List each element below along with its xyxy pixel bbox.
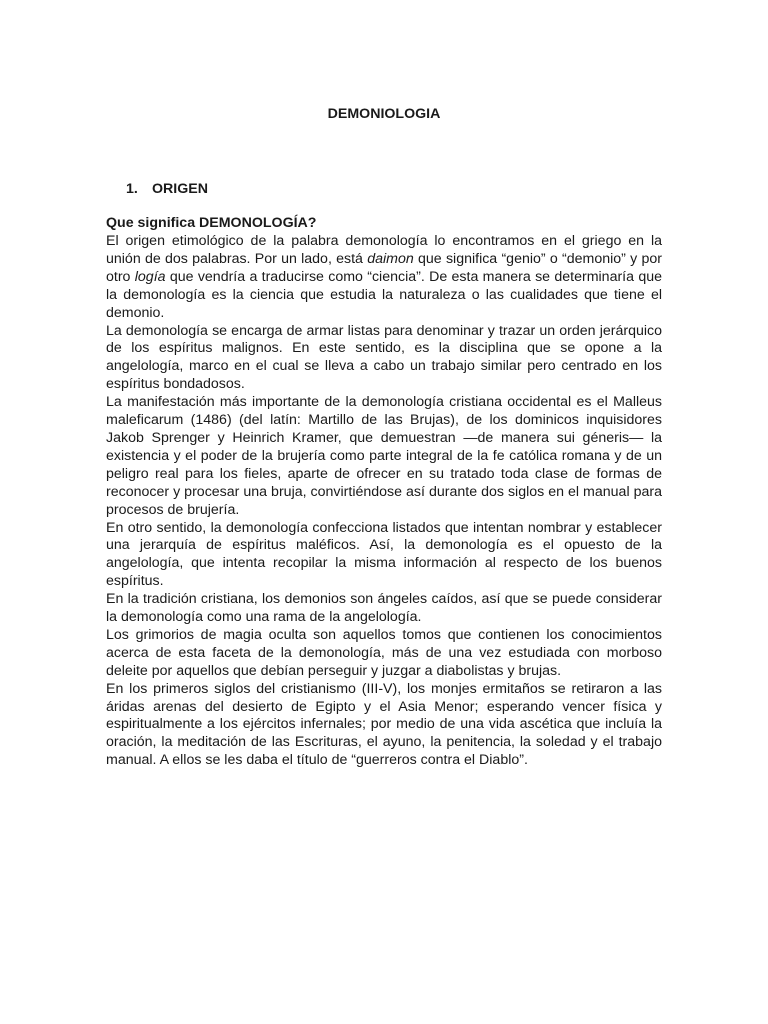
section-title: ORIGEN (152, 181, 208, 197)
section-heading (126, 181, 662, 199)
paragraph-fallen-angels: En la tradición cristiana, los demonios son ángeles caídos, así que se puede considerar la demonología como una rama de la angelología. (106, 591, 662, 626)
paragraph-malleus: La manifestación más importante de la demonología cristiana occidental es el Malleus maleficarum (1486) (del latín: Martillo de las Brujas), de los dominicos inquisidores Jakob Sprenger y Heinrich Kramer, que demuestran —de manera sui géneris— la existencia y el poder de la brujería como parte integral de la fe católica romana y de un peligro real para los fieles, aparte de ofrecer en su tratado toda clase de formas de reconocer y procesar una bruja, convirtiéndose así durante dos siglos en el manual para procesos de brujería. (106, 394, 662, 518)
question-heading: Que significa DEMONOLOGÍA? (106, 215, 317, 231)
paragraph-text: El origen etimológico de la palabra demonología lo encontramos en el griego en la unión de dos palabras. Por un lado, está (106, 233, 662, 267)
paragraph-text: que vendría a traducirse como “ciencia”. De esta manera se determinaría que la demonología es la ciencia que estudia la naturaleza o las cualidades que tiene el demonio. (106, 268, 662, 321)
document-title: DEMONIOLOGIA (327, 106, 441, 122)
italic-term: logía (134, 268, 166, 285)
document-body (106, 106, 662, 770)
paragraph-text: que significa “genio” o “demonio” y por otro (106, 250, 662, 285)
italic-term: daimon (367, 250, 414, 267)
paragraph-grimoires: Los grimorios de magia oculta son aquellos tomos que contienen los conocimientos acerca de esta faceta de la demonología, más de una vez estudiada con morboso deleite por aquellos que debían perseguir y juzgar a diabolistas y brujas. (106, 626, 662, 679)
paragraph-hermits: En los primeros siglos del cristianismo (III-V), los monjes ermitaños se retiraron a las áridas arenas del desierto de Egipto y el Asia Menor; esperando vencer física y espiritualmente a los ejércitos infernales; por medio de una vida ascética que incluía la oración, la meditación de las Escrituras, el ayuno, la penitencia, la soledad y el trabajo manual. A ellos se les daba el título de “guerreros contra el Diablo”. (106, 680, 662, 769)
paragraph-hierarchy: La demonología se encarga de armar listas para denominar y trazar un orden jerárquico de los espíritus malignos. En este sentido, es la disciplina que se opone a la angelología, marco en el cual se lleva a cabo un trabajo similar pero centrado en los espíritus bondadosos. (106, 322, 662, 393)
paragraph-listings: En otro sentido, la demonología confecciona listados que intentan nombrar y establecer una jerarquía de espíritus maléficos. Así, la demonología es el opuesto de la angelología, que intenta recopilar la misma información al respecto de los buenos espíritus. (106, 519, 662, 590)
paragraph-etymology (106, 233, 662, 323)
section-number: 1. (126, 181, 138, 197)
